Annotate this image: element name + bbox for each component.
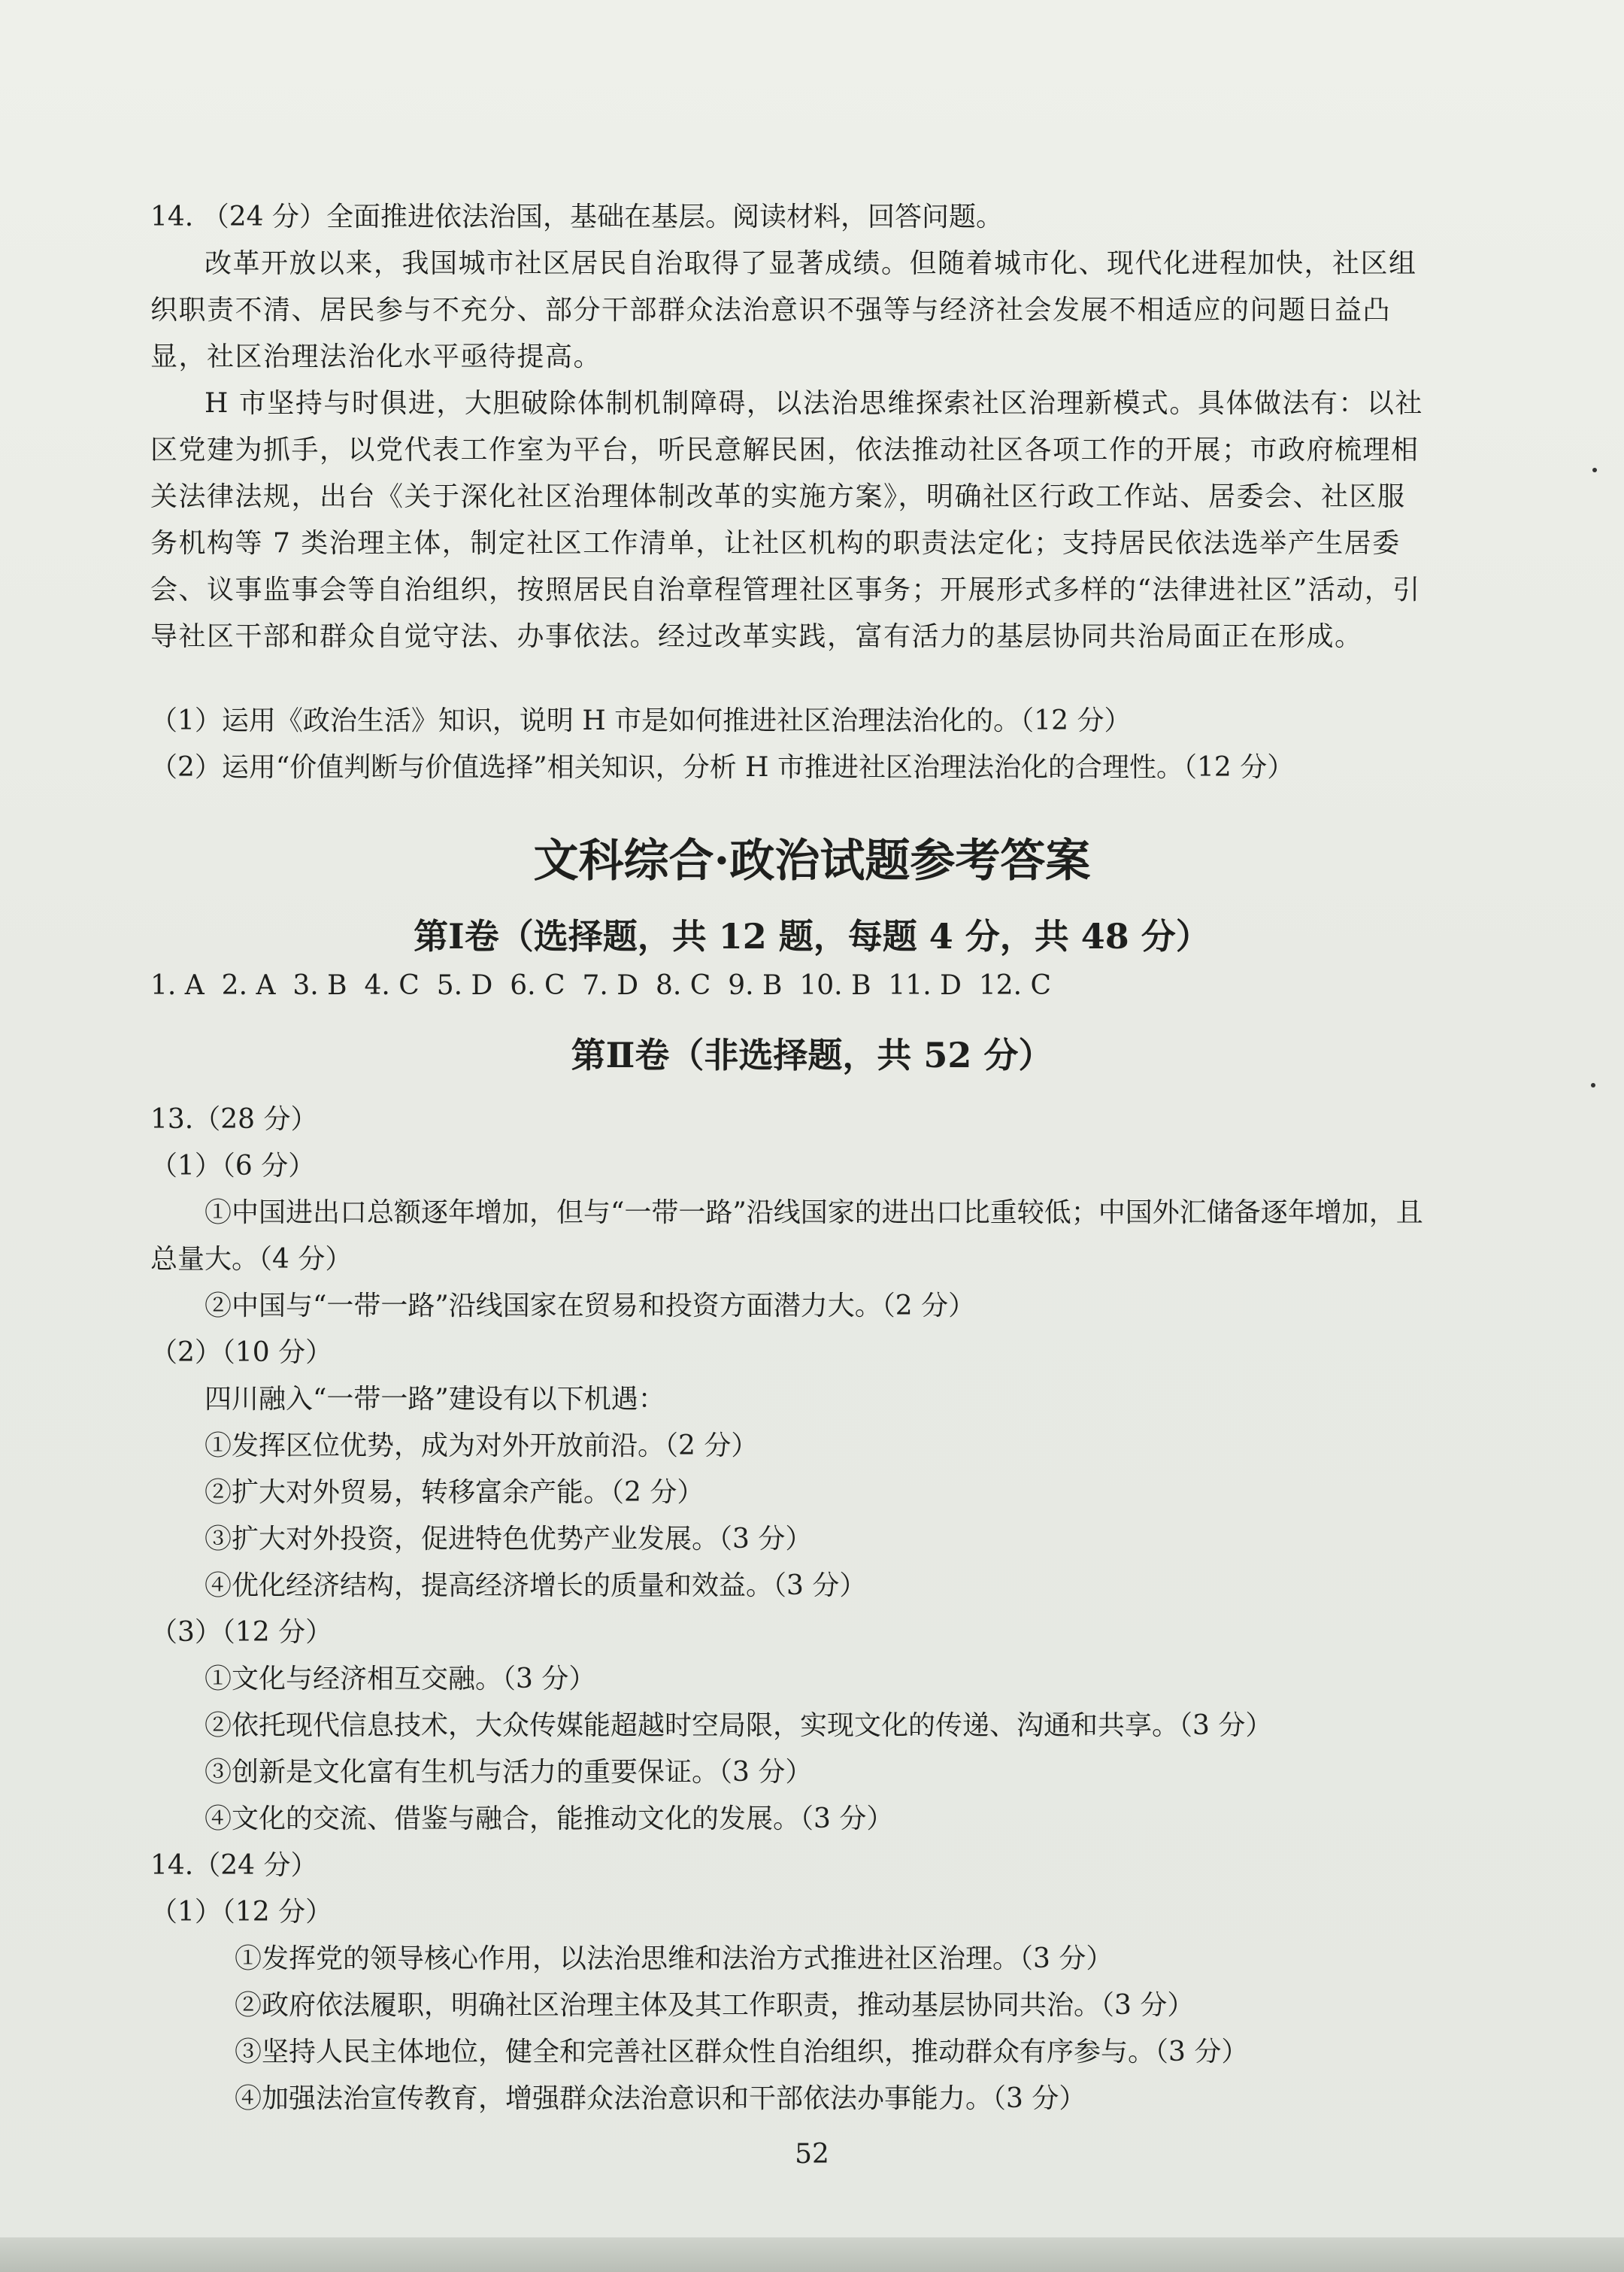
answer-13-3-header: （3）（12 分） — [150, 1617, 333, 1648]
answer-key-title: 文科综合·政治试题参考答案 — [533, 835, 1091, 887]
answer-13-3-item-1: ①文化与经济相互交融。（3 分） — [205, 1664, 596, 1694]
question-14-header: 14. （24 分）全面推进依法治国，基础在基层。阅读材料，回答问题。 — [150, 202, 1003, 232]
page-number: 52 — [795, 2139, 829, 2170]
question-14-part-1: （1）运用《政治生活》知识，说明 H 市是如何推进社区治理法治化的。（12 分） — [150, 705, 1132, 736]
question-14-part-2: （2）运用“价值判断与价值选择”相关知识，分析 H 市推进社区治理法治化的合理性。（12 分） — [150, 752, 1295, 783]
part-2-title: 第Ⅱ卷（非选择题，共 52 分） — [571, 1035, 1053, 1075]
answer-13-3-item-3: ③创新是文化富有生机与活力的重要保证。（3 分） — [205, 1757, 813, 1788]
answer-14-1-item-3: ③坚持人民主体地位，健全和完善社区群众性自治组织，推动群众有序参与。（3 分） — [235, 2037, 1249, 2067]
answer-13-1-item-2: ②中国与“一带一路”沿线国家在贸易和投资方面潜力大。（2 分） — [205, 1291, 976, 1321]
answer-13-2-header: （2）（10 分） — [150, 1337, 333, 1368]
answer-13-1-item-1: ①中国进出口总额逐年增加，但与“一带一路”沿线国家的进出口比重较低；中国外汇储备逐年增加，且总量大。（4 分） — [150, 1197, 1423, 1275]
answer-13-2-item-3: ③扩大对外投资，促进特色优势产业发展。（3 分） — [205, 1524, 813, 1555]
answer-13-header: 13.（28 分） — [150, 1104, 318, 1135]
answer-14-1-item-2: ②政府依法履职，明确社区治理主体及其工作职责，推动基层协同共治。（3 分） — [235, 1990, 1195, 2021]
answer-13-2-item-2: ②扩大对外贸易，转移富余产能。（2 分） — [205, 1477, 704, 1508]
answer-14-1-header: （1）（12 分） — [150, 1897, 333, 1928]
answer-13-2-item-4: ④优化经济结构，提高经济增长的质量和效益。（3 分） — [205, 1570, 867, 1601]
multiple-choice-answers: 1. A 2. A 3. B 4. C 5. D 6. C 7. D 8. C 9. B 10. B 11. D 12. C — [150, 970, 1052, 1001]
answer-14-1-item-4: ④加强法治宣传教育，增强群众法治意识和干部依法办事能力。（3 分） — [235, 2083, 1086, 2114]
answer-13-2-item-1: ①发挥区位优势，成为对外开放前沿。（2 分） — [205, 1430, 759, 1461]
answer-14-header: 14.（24 分） — [150, 1850, 318, 1881]
scan-speck — [1592, 468, 1597, 472]
material-paragraph-2: H 市坚持与时俱进，大胆破除体制机制障碍，以法治思维探索社区治理新模式。具体做法有：以社区党建为抓手，以党代表工作室为平台，听民意解民困，依法推动社区各项工作的开展；市政府梳理相关法律法规，出台《关于深化社区治理体制改革的实施方案》，明确社区行政工作站、居委会、社区服务机构等 7 类治理主体，制定社区工作清单，让社区机构的职责法定化；支持居民依法选举产生居委会、议事监事会等自治组织，按照居民自治章程管理社区事务；开展形式多样的“法律进社区”活动，引导社区干部和群众自觉守法、办事依法。经过改革实践，富有活力的基层协同共治局面正在形成。 — [150, 388, 1423, 652]
answer-14-1-item-1: ①发挥党的领导核心作用，以法治思维和法治方式推进社区治理。（3 分） — [235, 1943, 1113, 1974]
part-1-title: 第Ⅰ卷（选择题，共 12 题，每题 4 分，共 48 分） — [414, 916, 1210, 957]
scan-bottom-edge — [0, 2237, 1624, 2272]
answer-13-3-item-2: ②依托现代信息技术，大众传媒能超越时空局限，实现文化的传递、沟通和共享。（3 分） — [205, 1710, 1273, 1741]
answer-13-2-intro: 四川融入“一带一路”建设有以下机遇： — [205, 1384, 665, 1415]
answer-13-3-item-4: ④文化的交流、借鉴与融合，能推动文化的发展。（3 分） — [205, 1803, 894, 1834]
answer-13-1-header: （1）（6 分） — [150, 1151, 316, 1182]
material-paragraph-1: 改革开放以来，我国城市社区居民自治取得了显著成绩。但随着城市化、现代化进程加快，社区组织职责不清、居民参与不充分、部分干部群众法治意识不强等与经济社会发展不相适应的问题日益凸显，社区治理法治化水平亟待提高。 — [150, 248, 1417, 372]
scan-speck — [1591, 1083, 1595, 1087]
